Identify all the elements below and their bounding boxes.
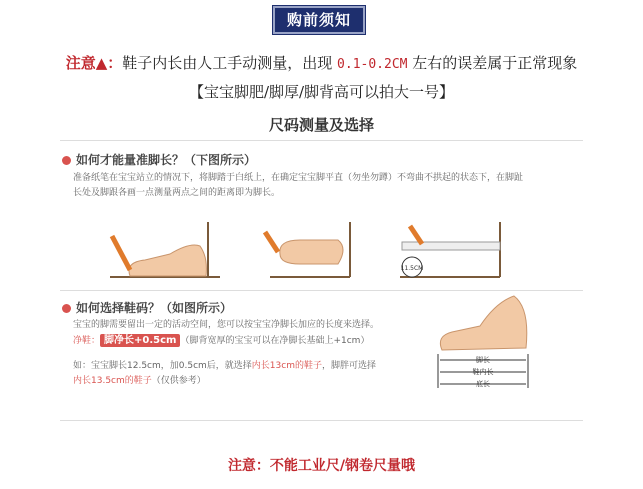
foot-size-diagram [430, 292, 540, 392]
bullet-dot-icon [62, 304, 71, 313]
choose-formula [73, 333, 433, 349]
measure-illustrations [100, 212, 530, 290]
formula-pill: 脚净长+0.5cm [100, 334, 180, 347]
example-a: 如：宝宝脚长12.5cm，加0.5cm后，就选择 [73, 361, 252, 371]
ruler-icon [400, 222, 500, 277]
foot-side-icon [110, 222, 220, 277]
label-sole-length: 底长 [476, 380, 490, 388]
notice-text-before: 鞋子内长由人工手动测量，出现 [122, 54, 333, 72]
measure-body-line2: 长处及脚跟各画一点测量两点之间的距离即为脚长。 [73, 188, 281, 198]
section-title: 尺码测量及选择 [268, 116, 374, 134]
measure-question-text: 如何才能量准脚长？（下图所示） [76, 153, 257, 167]
example-line2 [73, 374, 433, 389]
choose-body [73, 318, 433, 389]
notice-line [0, 52, 643, 73]
bullet-dot-icon [62, 156, 71, 165]
example-e: （仅供参考） [151, 376, 206, 386]
notice-range: 0.1-0.2CM [337, 57, 408, 72]
formula-prefix: 净鞋： [73, 336, 101, 346]
choose-question-text: 如何选择鞋码？（如图所示） [76, 301, 233, 315]
formula-note: （脚背宽厚的宝宝可以在净脚长基础上+1cm） [180, 336, 370, 346]
example-b: 内长13cm的鞋子 [251, 361, 322, 371]
measure-question [62, 151, 256, 168]
bottom-divider [60, 420, 583, 421]
example-line1 [73, 359, 433, 374]
example-c: ，脚胖可选择 [321, 361, 376, 371]
measure-body [73, 171, 593, 201]
title-badge: 购前须知 [273, 6, 365, 34]
choose-body-line1: 宝宝的脚需要留出一定的活动空间，您可以按宝宝净脚长加应的长度来选择。 [73, 320, 380, 330]
label-foot-length: 脚长 [476, 356, 490, 364]
example-d: 内长13.5cm的鞋子 [73, 376, 152, 386]
notice-sub: 【宝宝脚肥/脚厚/脚背高可以拍大一号】 [188, 83, 455, 101]
label-inner-length: 鞋内长 [472, 368, 494, 376]
bottom-note: 注意：不能工业尺/钢卷尺量哦 [227, 458, 416, 474]
measure-body-line1: 准备纸笔在宝宝站立的情况下，将脚踏于白纸上，在确定宝宝脚平直（勿坐勿蹲）不弯曲不拱起的状态下，在脚趾 [73, 173, 524, 183]
notice-text-after: 左右的误差属于正常现象 [412, 54, 578, 72]
section-divider [60, 140, 583, 141]
ruler-badge: 11.5CM [400, 265, 424, 272]
foot-top-icon [265, 222, 350, 277]
notice-label: 注意▲： [65, 54, 123, 72]
mid-divider [60, 290, 583, 291]
choose-question [62, 299, 232, 316]
